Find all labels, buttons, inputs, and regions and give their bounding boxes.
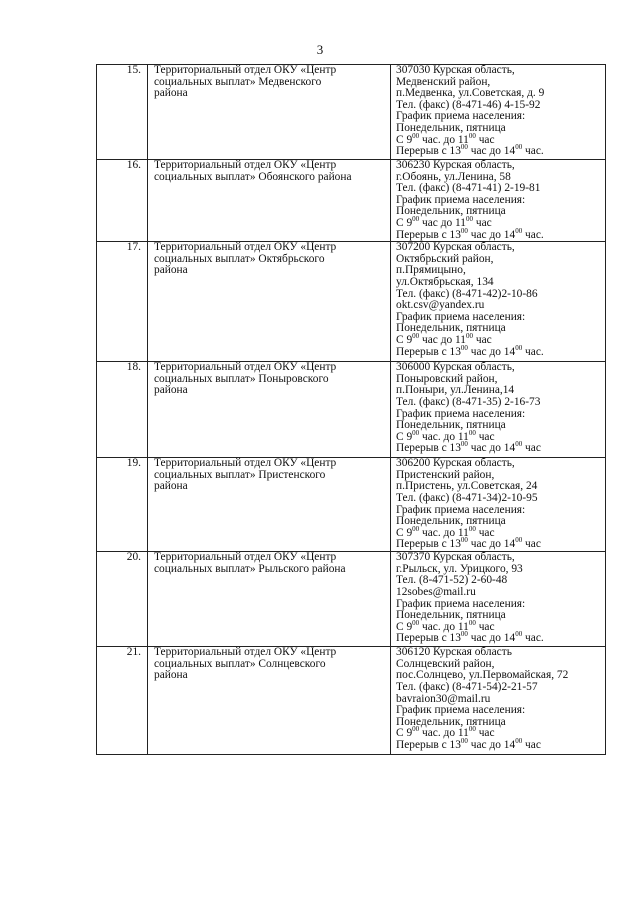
break-from-minutes: 00 (460, 226, 468, 235)
office-name-line: социальных выплат» Октябрьского (154, 252, 325, 265)
schedule-title: График приема населения: (396, 407, 526, 420)
schedule-title: График приема населения: (396, 110, 526, 123)
hours-to-minutes: 00 (468, 131, 476, 140)
address-line: п.Поныри, ул.Ленина,14 (396, 384, 515, 397)
row-number: 17. (97, 242, 148, 362)
address-line: 306000 Курская область, (396, 361, 515, 374)
address-line: Октябрьский район, (396, 252, 494, 265)
hours-to: час. до 11 (422, 526, 469, 539)
office-name-line: Территориальный отдел ОКУ «Центр (154, 159, 337, 171)
email-link[interactable]: bavraion30@mail.ru (396, 692, 491, 705)
office-name-line: Территориальный отдел ОКУ «Центр (154, 646, 337, 659)
row-number: 21. (97, 647, 148, 755)
schedule-days: Понедельник, пятница (396, 205, 506, 218)
phone-line: Тел. (факс) (8-471-35) 2-16-73 (396, 395, 541, 408)
break-to: час до 14 (470, 442, 516, 455)
schedule-title: График приема населения: (396, 704, 526, 717)
table-body (97, 65, 606, 755)
table-row (97, 647, 606, 755)
break-to: час до 14 (470, 632, 516, 645)
address-line: 306120 Курская область (396, 646, 512, 659)
hours-from: С 9 (396, 620, 413, 633)
break-to-minutes: 00 (515, 536, 523, 545)
hours-from-minutes: 00 (412, 131, 420, 140)
schedule-title: График приема населения: (396, 193, 526, 206)
office-name-line: Территориальный отдел ОКУ «Центр (154, 361, 337, 374)
office-name-line: района (154, 669, 188, 682)
phone-line: Тел. (8-471-52) 2-60-48 (396, 574, 508, 587)
break-from-minutes: 00 (460, 630, 468, 639)
hours-to-minutes: 00 (466, 332, 473, 341)
schedule-days: Понедельник, пятница (396, 419, 506, 432)
address-line: 306200 Курская область, (396, 457, 515, 470)
address-line: Медвенский район, (396, 75, 491, 88)
break-to: час до 14 (470, 228, 516, 241)
office-name-line: социальных выплат» Обоянского района (154, 170, 352, 183)
break-unit: час (525, 538, 541, 551)
office-name-line: Территориальный отдел ОКУ «Центр (154, 241, 337, 254)
address-line: п.Медвенка, ул.Советская, д. 9 (396, 87, 545, 100)
hours-from: С 9 (396, 133, 413, 146)
address-line: пос.Солнцево, ул.Первомайская, 72 (396, 669, 569, 682)
row-number: 18. (97, 362, 148, 458)
phone-line: Тел. (факс) (8-471-54)2-21-57 (396, 680, 538, 693)
break-to-minutes: 00 (515, 343, 523, 352)
schedule-break (396, 630, 605, 645)
office-name-line: района (154, 87, 188, 100)
break-from: Перерыв с 13 (396, 442, 461, 455)
page-number: 3 (316, 42, 324, 57)
address-line: г.Рыльск, ул. Урицкого, 93 (396, 562, 523, 575)
break-unit: час. (525, 145, 544, 158)
office-contacts (391, 552, 606, 647)
hours-from-minutes: 00 (412, 215, 420, 224)
break-unit: час (525, 738, 541, 751)
address-line: 307200 Курская область, (396, 241, 515, 254)
hours-to-minutes: 00 (466, 215, 473, 224)
office-name-line: социальных выплат» Рыльского района (154, 562, 346, 575)
address-line: ул.Октябрьская, 134 (396, 275, 494, 288)
break-from: Перерыв с 13 (396, 145, 461, 158)
hours-unit: час (478, 133, 495, 146)
hours-to: час. до 11 (422, 133, 469, 146)
address-line: 306230 Курская область, (396, 159, 515, 171)
office-name-line: социальных выплат» Пристенского (154, 468, 326, 481)
break-from-minutes: 00 (460, 143, 468, 152)
hours-from-minutes: 00 (412, 428, 420, 437)
table-row (97, 242, 606, 362)
hours-from-minutes: 00 (412, 332, 420, 341)
office-name-line: района (154, 480, 188, 493)
row-number: 19. (97, 458, 148, 552)
table-row (97, 552, 606, 647)
hours-to-minutes: 00 (468, 725, 476, 734)
email-link[interactable]: okt.csv@yandex.ru (396, 299, 485, 312)
row-number: 16. (97, 160, 148, 242)
hours-to: час до 11 (422, 216, 466, 229)
office-name-line: района (154, 264, 188, 277)
break-from: Перерыв с 13 (396, 632, 461, 645)
address-line: п.Прямицыно, (396, 264, 466, 277)
phone-line: Тел. (факс) (8-471-42)2-10-86 (396, 287, 538, 300)
schedule-break (396, 536, 605, 551)
hours-to: час. до 11 (422, 430, 469, 443)
office-name (148, 65, 391, 160)
break-from: Перерыв с 13 (396, 228, 461, 241)
break-to-minutes: 00 (515, 630, 523, 639)
break-to: час до 14 (470, 738, 516, 751)
table-row (97, 160, 606, 242)
table-row (97, 362, 606, 458)
address-line: п.Пристень, ул.Советская, 24 (396, 480, 538, 493)
break-from: Перерыв с 13 (396, 738, 461, 751)
hours-to: час. до 11 (422, 727, 469, 740)
hours-from-minutes: 00 (412, 618, 420, 627)
office-contacts (391, 647, 606, 755)
schedule-break (396, 143, 605, 158)
schedule-days: Понедельник, пятница (396, 322, 506, 335)
hours-from: С 9 (396, 430, 413, 443)
office-name (148, 458, 391, 552)
break-to-minutes: 00 (515, 440, 523, 449)
break-to-minutes: 00 (515, 143, 523, 152)
table-row (97, 65, 606, 160)
break-unit: час. (525, 228, 544, 241)
office-name-line: Территориальный отдел ОКУ «Центр (154, 551, 337, 564)
hours-unit: час (478, 620, 495, 633)
office-name (148, 362, 391, 458)
hours-unit: час (478, 727, 495, 740)
hours-unit: час (475, 333, 492, 346)
address-line: Поныровский район, (396, 372, 498, 385)
break-unit: час (525, 442, 541, 455)
break-to: час до 14 (470, 345, 516, 358)
hours-from: С 9 (396, 216, 413, 229)
office-name-line: Территориальный отдел ОКУ «Центр (154, 457, 337, 470)
hours-from-minutes: 00 (412, 524, 420, 533)
phone-line: Тел. (факс) (8-471-46) 4-15-92 (396, 98, 541, 111)
hours-from: С 9 (396, 526, 413, 539)
office-contacts (391, 362, 606, 458)
office-name-line: социальных выплат» Солнцевского (154, 657, 326, 670)
hours-to: час. до 11 (422, 620, 469, 633)
break-from-minutes: 00 (460, 440, 468, 449)
office-contacts (391, 65, 606, 160)
office-contacts (391, 160, 606, 242)
schedule-break (396, 737, 605, 752)
office-name (148, 160, 391, 242)
phone-line: Тел. (факс) (8-471-34)2-10-95 (396, 491, 538, 504)
schedule-title: График приема населения: (396, 503, 526, 516)
office-name-line: Территориальный отдел ОКУ «Центр (154, 64, 337, 76)
phone-line: Тел. (факс) (8-471-41) 2-19-81 (396, 182, 541, 195)
offices-table (96, 64, 606, 755)
schedule-title: График приема населения: (396, 310, 526, 323)
address-line: Солнцевский район, (396, 657, 495, 670)
address-line: 307030 Курская область, (396, 64, 515, 76)
address-line: Пристенский район, (396, 468, 495, 481)
address-line: 307370 Курская область, (396, 551, 515, 564)
hours-to-minutes: 00 (468, 428, 476, 437)
break-unit: час. (525, 345, 544, 358)
schedule-title: График приема населения: (396, 597, 526, 610)
office-name (148, 552, 391, 647)
schedule-days: Понедельник, пятница (396, 515, 506, 528)
office-name-line: социальных выплат» Медвенского (154, 75, 322, 88)
hours-to: час до 11 (422, 333, 466, 346)
schedule-days: Понедельник, пятница (396, 715, 506, 728)
office-name (148, 647, 391, 755)
address-line: г.Обоянь, ул.Ленина, 58 (396, 170, 511, 183)
hours-from-minutes: 00 (412, 725, 420, 734)
office-name (148, 242, 391, 362)
break-to-minutes: 00 (515, 737, 523, 746)
office-name-line: социальных выплат» Поныровского (154, 372, 329, 385)
hours-unit: час (475, 216, 492, 229)
break-from-minutes: 00 (460, 343, 468, 352)
hours-unit: час (478, 430, 495, 443)
break-unit: час. (525, 632, 544, 645)
break-from: Перерыв с 13 (396, 538, 461, 551)
break-from-minutes: 00 (460, 737, 468, 746)
break-to-minutes: 00 (515, 226, 523, 235)
hours-from: С 9 (396, 727, 413, 740)
hours-to-minutes: 00 (468, 618, 476, 627)
break-to: час до 14 (470, 538, 516, 551)
hours-to-minutes: 00 (468, 524, 476, 533)
row-number: 15. (97, 65, 148, 160)
schedule-days: Понедельник, пятница (396, 121, 506, 134)
office-contacts (391, 242, 606, 362)
row-number: 20. (97, 552, 148, 647)
break-from: Перерыв с 13 (396, 345, 461, 358)
break-to: час до 14 (470, 145, 516, 158)
schedule-break (396, 440, 605, 455)
office-contacts (391, 458, 606, 552)
email-link[interactable]: 12sobes@mail.ru (396, 585, 476, 598)
office-name-line: района (154, 384, 188, 397)
schedule-break (396, 226, 605, 242)
schedule-days: Понедельник, пятница (396, 609, 506, 622)
hours-unit: час (478, 526, 495, 539)
table-row (97, 458, 606, 552)
break-from-minutes: 00 (460, 536, 468, 545)
schedule-break (396, 343, 605, 359)
hours-from: С 9 (396, 333, 413, 346)
